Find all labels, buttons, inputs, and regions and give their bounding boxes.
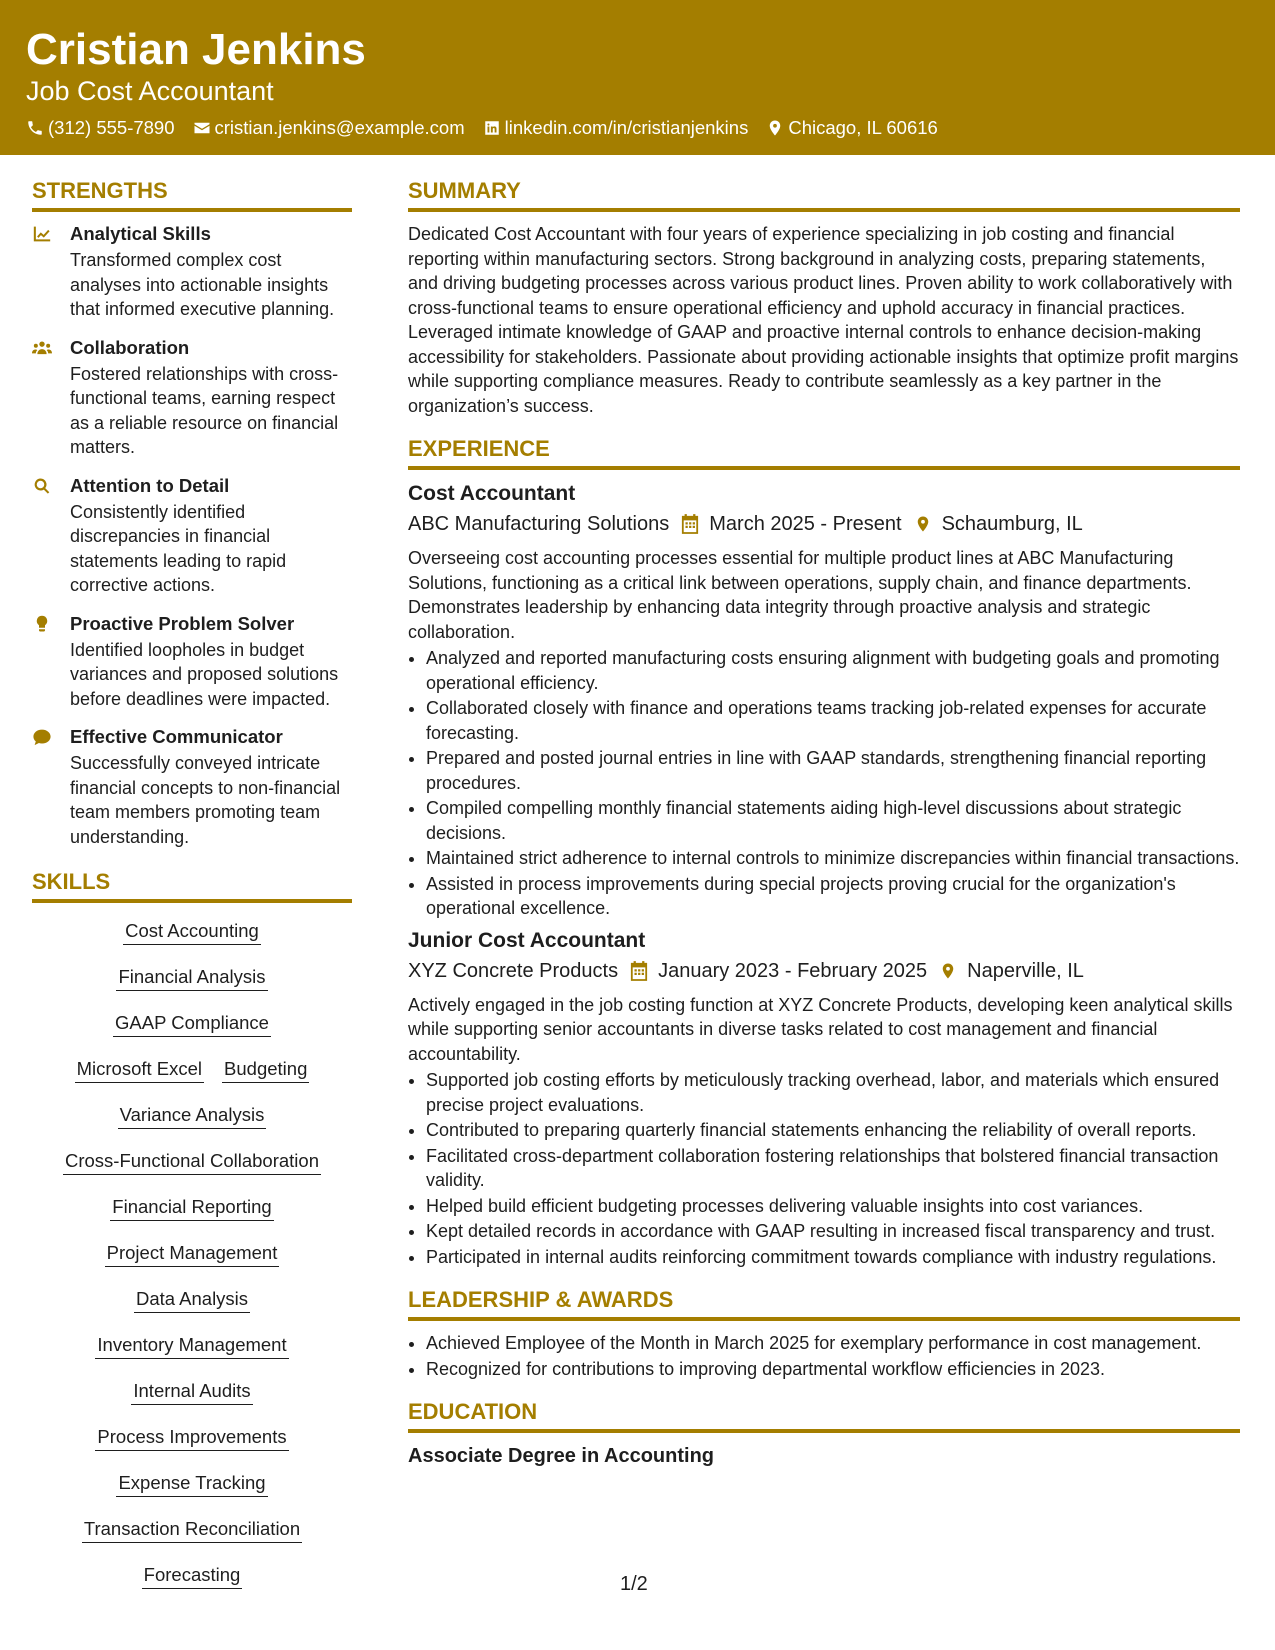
education-heading: EDUCATION [408,1397,1240,1433]
contact-phone-text: (312) 555-7890 [48,117,175,138]
skill-tag: Financial Analysis [116,965,267,991]
skill-tag: Process Improvements [95,1425,288,1451]
list-item: • Compiled compelling monthly financial statements aiding high-level discussions about strategic decisions. [426,796,1240,845]
strength-item [32,336,352,460]
awards-list [408,1331,1240,1381]
job-location: Schaumburg, IL [941,513,1083,535]
contact-email[interactable] [193,116,465,140]
job-dates: January 2023 - February 2025 [658,959,928,982]
lightbulb-icon [32,615,52,633]
strength-item [32,612,352,712]
chart-line-icon [32,225,52,243]
strength-desc: Consistently identified discrepancies in financial statements leading to rapid corrective actions. [70,501,287,595]
job-entry [408,480,1240,921]
job-bullets [408,646,1240,921]
strength-title: Effective Communicator [70,726,283,747]
skill-tag: Transaction Reconciliation [82,1517,302,1543]
page-number: 1/2 [620,1573,648,1595]
list-item: • Participated in internal audits reinforcing commitment towards compliance with industry regulations. [426,1245,1240,1270]
skill-tag: Variance Analysis [118,1103,267,1129]
list-item: • Supported job costing efforts by meticulously tracking overhead, labor, and materials which ensured precise project evaluations. [426,1068,1240,1117]
job-meta [408,510,1240,538]
list-item: • Contributed to preparing quarterly financial statements enhancing the reliability of overall reports. [426,1118,1240,1143]
linkedin-icon [483,119,501,137]
left-column [32,176,352,1609]
education-degree: Associate Degree in Accounting [408,1445,714,1467]
skill-tag: Financial Reporting [110,1195,273,1221]
summary-text: Dedicated Cost Accountant with four years of experience specializing in job costing and financial reporting within manufacturing sectors. Strong background in analyzing costs, preparing statements, and driving budgeting processes across various product lines. Proven ability to work collaboratively with cross-functional teams to ensure operational efficiency and uphold accuracy in financial practices. Leveraged intimate knowledge of GAAP and proactive internal controls to enhance decision-making accessibility for stakeholders. Passionate about providing actionable insights that optimize profit margins while supporting compliance measures. Ready to contribute seamlessly as a key partner in the organization’s success. [408,224,1239,416]
strength-title: Proactive Problem Solver [70,612,295,634]
skill-tag: Budgeting [222,1057,309,1083]
skill-tag: Project Management [105,1241,280,1267]
candidate-title: Job Cost Accountant [26,76,274,106]
job-company: XYZ Concrete Products [408,959,619,982]
calendar-icon [630,961,648,981]
job-title: Junior Cost Accountant [408,928,646,952]
strength-item [32,725,352,849]
map-pin-icon [914,514,932,534]
job-description: Actively engaged in the job costing function at XYZ Concrete Products, developing keen analytical skills while supporting senior accountants in diverse tasks related to cost management and financial accountability. [408,994,1233,1064]
skills-list [32,919,352,1609]
job-location: Naperville, IL [967,959,1084,982]
job-bullets [408,1068,1240,1269]
envelope-icon [193,119,211,137]
contact-location-text: Chicago, IL 60616 [788,117,938,138]
strength-desc: Identified loopholes in budget variances and proposed solutions before deadlines were impacted. [70,639,339,709]
job-title: Cost Accountant [408,482,576,505]
users-icon [32,339,52,357]
strength-desc: Successfully conveyed intricate financial concepts to non-financial team members promoting team understanding. [70,753,341,847]
job-meta [408,957,1240,985]
strength-item [32,222,352,322]
contact-linkedin[interactable] [483,116,749,140]
job-dates: March 2025 - Present [709,513,902,535]
list-item: • Analyzed and reported manufacturing costs ensuring alignment with budgeting goals and promoting operational efficiency. [426,646,1240,695]
skill-tag: GAAP Compliance [113,1011,271,1037]
list-item: • Maintained strict adherence to internal controls to minimize discrepancies within financial transactions. [426,846,1240,871]
list-item: • Prepared and posted journal entries in line with GAAP standards, strengthening financial reporting procedures. [426,746,1240,795]
summary-heading: SUMMARY [408,176,1240,212]
strength-desc: Fostered relationships with cross-functional teams, earning respect as a reliable resource on financial matters. [70,363,339,457]
comment-icon [32,728,52,746]
list-item: • Collaborated closely with finance and operations teams tracking job-related expenses for accurate forecasting. [426,696,1240,745]
skill-tag: Data Analysis [134,1287,250,1313]
right-column [408,176,1240,1469]
contact-linkedin-text: linkedin.com/in/cristianjenkins [504,117,749,138]
job-description: Overseeing cost accounting processes essential for multiple product lines at ABC Manufacturing Solutions, functioning as a critical link between operations, supply chain, and finance departments. Demonstrates leadership by enhancing data integrity through proactive analysis and strategic collaboration. [408,548,1192,642]
phone-icon [26,119,44,137]
skill-tag: Microsoft Excel [75,1057,204,1083]
list-item: • Kept detailed records in accordance with GAAP resulting in increased fiscal transparency and trust. [426,1219,1240,1244]
job-entry [408,927,1240,1270]
map-pin-icon [766,119,784,137]
strength-title: Attention to Detail [70,474,230,496]
skill-tag: Internal Audits [131,1379,252,1405]
map-pin-icon [939,961,957,981]
awards-heading: LEADERSHIP & AWARDS [408,1285,1240,1321]
candidate-name: Cristian Jenkins [26,25,366,74]
contact-phone[interactable] [26,116,175,140]
calendar-icon [681,514,699,534]
list-item: • Assisted in process improvements during special projects proving crucial for the organization's operational excellence. [426,872,1240,921]
skills-heading: SKILLS [32,867,352,903]
skill-tag: Cross-Functional Collaboration [63,1149,321,1175]
list-item: • Facilitated cross-department collaboration fostering relationships that bolstered financial transaction validity. [426,1144,1240,1193]
strength-title: Analytical Skills [70,223,211,244]
contact-bar [26,116,956,140]
strength-desc: Transformed complex cost analyses into actionable insights that informed executive planning. [70,250,335,319]
strengths-heading: STRENGTHS [32,176,352,212]
list-item: • Recognized for contributions to improving departmental workflow efficiencies in 2023. [426,1357,1240,1382]
list-item: • Helped build efficient budgeting processes delivering valuable insights into cost variances. [426,1194,1240,1219]
resume-header [0,0,1275,155]
job-company: ABC Manufacturing Solutions [408,513,670,535]
skill-tag: Inventory Management [95,1333,288,1359]
strength-item [32,474,352,598]
skill-tag: Cost Accounting [123,919,261,945]
strength-title: Collaboration [70,336,190,358]
list-item: • Achieved Employee of the Month in March 2025 for exemplary performance in cost management. [426,1331,1240,1356]
contact-location [766,116,937,140]
skill-tag: Expense Tracking [116,1471,267,1497]
contact-email-text: cristian.jenkins@example.com [214,117,465,138]
search-icon [32,477,52,495]
skill-tag: Forecasting [142,1563,243,1589]
experience-heading: EXPERIENCE [408,434,1240,470]
